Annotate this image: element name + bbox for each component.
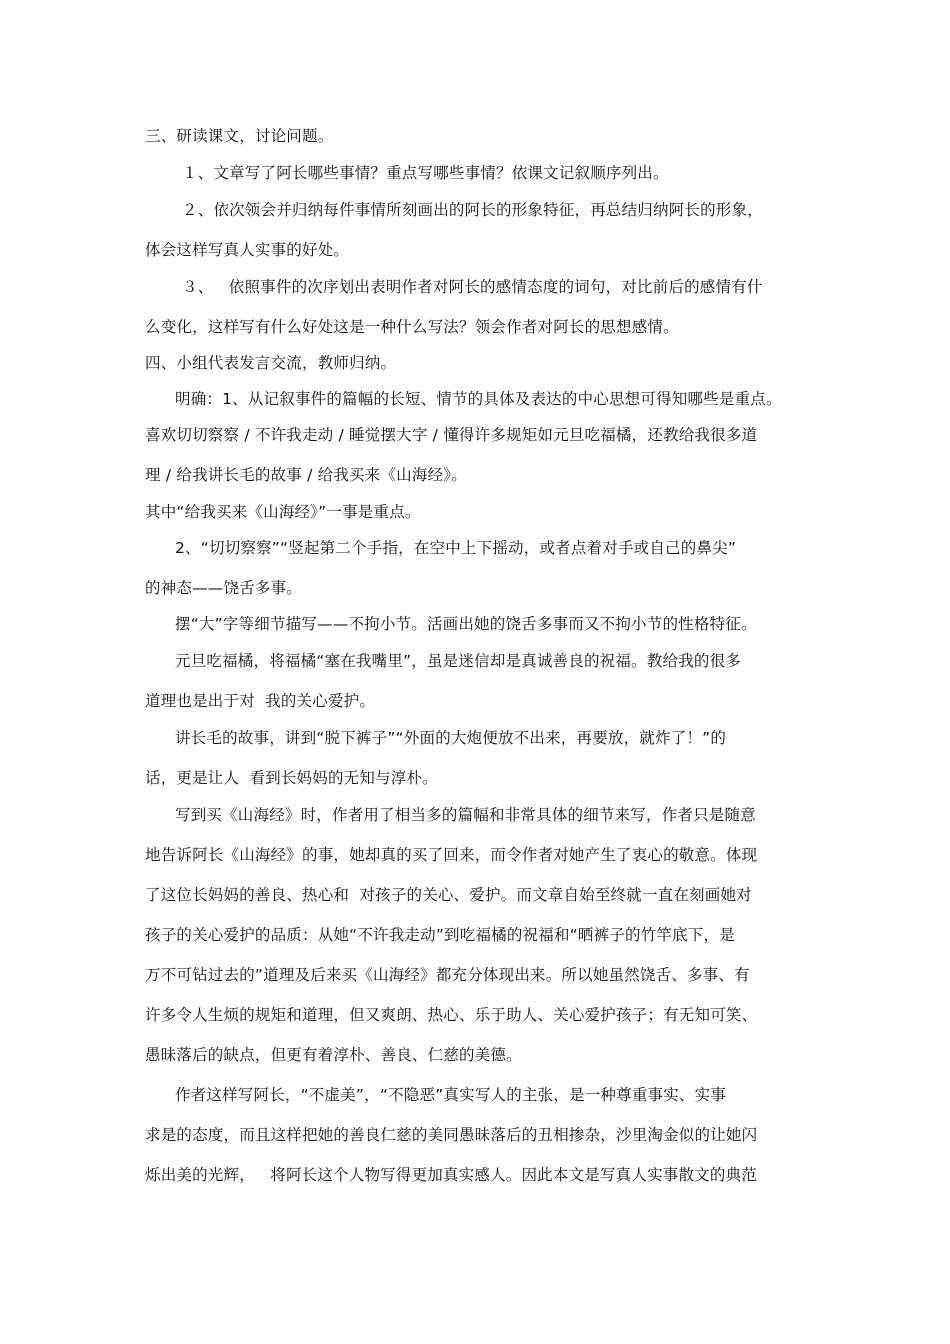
paragraph-shanhaijing-5: 万不可钻过去的”道理及后来买《山海经》都充分体现出来。所以她虽然饶舌、多事、有	[145, 966, 750, 984]
question-2: ２、依次领会并归纳每件事情所刻画出的阿长的形象特征，再总结归纳阿长的形象，	[182, 201, 763, 219]
answer-2-detail: 摆“大”字等细节描写——不拘小节。活画出她的饶舌多事而又不拘小节的性格特征。	[175, 615, 757, 633]
paragraph-conclusion-2: 求是的态度，而且这样把她的善良仁慈的美同愚昧落后的丑相掺杂，沙里淘金似的让她闪	[145, 1126, 758, 1144]
question-3: ３、 依照事件的次序划出表明作者对阿长的感情态度的词句，对比前后的感情有什	[182, 278, 763, 296]
answer-1-list: 喜欢切切察察 / 不许我走动 / 睡觉摆大字 / 懂得许多规矩如元旦吃福橘，还教给我很多道	[145, 426, 758, 444]
answer-1: 明确：1、从记叙事件的篇幅的长短、情节的具体及表达的中心思想可得知哪些是重点。	[175, 390, 782, 408]
section-heading-4: 四、小组代表发言交流，教师归纳。	[145, 354, 397, 372]
paragraph-shanhaijing-4: 孩子的关心爱护的品质：从她“不许我走动”到吃福橘的祝福和“晒裤子的竹竿底下，是	[145, 926, 735, 944]
paragraph-conclusion-3: 烁出美的光辉， 将阿长这个人物写得更加真实感人。因此本文是写真人实事散文的典范	[145, 1166, 757, 1184]
paragraph-shanhaijing-7: 愚昧落后的缺点，但更有着淳朴、善良、仁慈的美德。	[145, 1046, 522, 1064]
paragraph-shanhaijing-6: 许多令人生烦的规矩和道理，但又爽朗、热心、乐于助人、关心爱护孩子；有无知可笑、	[145, 1006, 758, 1024]
answer-1-key: 其中“给我买来《山海经》”一事是重点。	[145, 503, 421, 521]
paragraph-conclusion-1: 作者这样写阿长，“不虚美”，“不隐恶”真实写人的主张，是一种尊重事实、实事	[175, 1086, 727, 1104]
answer-2: 2、“切切察察”“竖起第二个手指，在空中上下摇动，或者点着对手或自己的鼻尖”	[175, 539, 737, 557]
section-heading-3: 三、研读课文，讨论问题。	[145, 127, 334, 145]
paragraph-shanhaijing-3: 了这位长妈妈的善良、热心和 对孩子的关心、爱护。而文章自始至终就一直在刻画她对	[145, 886, 752, 904]
paragraph-longmao-cont: 话，更是让人 看到长妈妈的无知与淳朴。	[145, 769, 438, 787]
question-2-cont: 体会这样写真人实事的好处。	[145, 241, 350, 259]
paragraph-shanhaijing-1: 写到买《山海经》时，作者用了相当多的篇幅和非常具体的细节来写，作者只是随意	[175, 806, 756, 824]
question-3-cont: 么变化，这样写有什么好处这是一种什么写法？领会作者对阿长的思想感情。	[145, 318, 679, 336]
paragraph-fortune-orange: 元旦吃福橘，将福橘“塞在我嘴里”，虽是迷信却是真诚善良的祝福。教给我的很多	[175, 652, 741, 670]
paragraph-shanhaijing-2: 地告诉阿长《山海经》的事，她却真的买了回来，而令作者对她产生了衷心的敬意。体现	[145, 846, 758, 864]
answer-1-list-cont: 理 / 给我讲长毛的故事 / 给我买来《山海经》。	[145, 466, 467, 484]
question-1: １、文章写了阿长哪些事情？重点写哪些事情？依课文记叙顺序列出。	[182, 164, 669, 182]
paragraph-fortune-orange-cont: 道理也是出于对 我的关心爱护。	[145, 692, 376, 710]
paragraph-longmao: 讲长毛的故事，讲到“脱下裤子”“外面的大炮便放不出来，再要放，就炸了！”的	[175, 729, 727, 747]
answer-2-cont: 的神态——饶舌多事。	[145, 579, 303, 597]
